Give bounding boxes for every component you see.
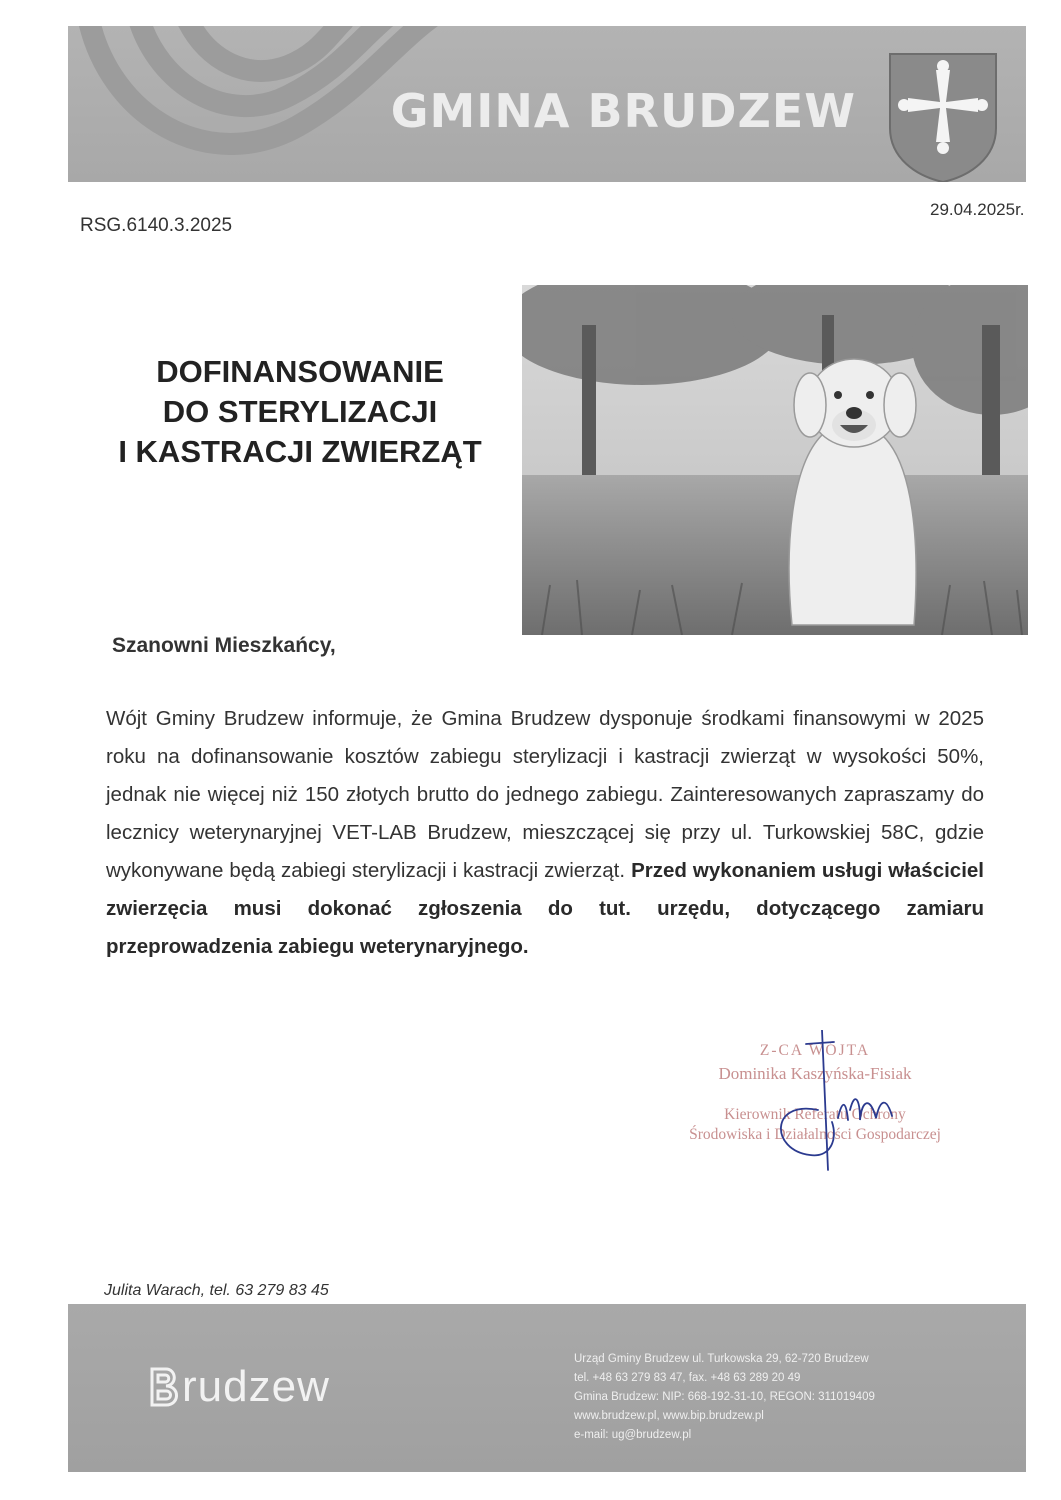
stamp-line-1: Z-CA WÓJTA bbox=[759, 1042, 871, 1059]
letter-date: 29.04.2025r. bbox=[930, 200, 1025, 219]
footer-email-line: e-mail: ug@brudzew.pl bbox=[574, 1429, 692, 1441]
title-line-2: DO STERYLIZACJI bbox=[162, 394, 438, 429]
footer-nip-regon-line: Gmina Brudzew: NIP: 668-192-31-10, REGON: 311019409 bbox=[574, 1391, 875, 1403]
dog-photo bbox=[522, 285, 1028, 635]
cross-pattee-coat-of-arms-icon bbox=[884, 48, 1002, 182]
footer-phone-line: tel. +48 63 279 83 47, fax. +48 63 289 20 49 bbox=[574, 1372, 801, 1384]
header-banner bbox=[68, 26, 1026, 182]
announcement-title bbox=[80, 352, 520, 472]
footer-address-line: Urząd Gminy Brudzew ul. Turkowska 29, 62-720 Brudzew bbox=[574, 1353, 869, 1365]
title-line-3: I KASTRACJI ZWIERZĄT bbox=[118, 434, 482, 469]
announcement-body bbox=[106, 700, 984, 966]
footer-address bbox=[574, 1350, 875, 1445]
contact-person: Julita Warach, tel. 63 279 83 45 bbox=[104, 1282, 329, 1299]
salutation: Szanowni Mieszkańcy, bbox=[112, 634, 336, 657]
footer-website-line: www.brudzew.pl, www.bip.brudzew.pl bbox=[574, 1410, 764, 1422]
body-bold-text: Przed wykonaniem usługi właściciel zwierzęcia musi dokonać zgłoszenia do tut. urzędu, dotyczącego zamiaru przeprowadzenia zabiegu weterynaryjnego. bbox=[106, 859, 985, 958]
brudzew-b-logo-icon bbox=[148, 1366, 182, 1408]
footer-logo-text: rudzew bbox=[182, 1362, 330, 1411]
reference-number: RSG.6140.3.2025 bbox=[80, 215, 233, 236]
title-line-1: DOFINANSOWANIE bbox=[156, 354, 444, 389]
handwritten-signature-icon bbox=[710, 1030, 910, 1180]
footer-banner bbox=[68, 1304, 1026, 1472]
body-regular-text: Wójt Gminy Brudzew informuje, że Gmina Brudzew dysponuje środkami finansowymi w 2025 roku na dofinansowanie kosztów zabiegu sterylizacji i kastracji zwierząt w wysokości 50%, jednak nie więcej niż 150 złotych brutto do jednego zabiegu. Zainteresowanych zapraszamy do lecznicy weterynaryjnej VET-LAB Brudzew, mieszczącej się przy ul. Turkowskiej 58C, gdzie wykonywane będą zabiegi sterylizacji i kastracji zwierząt. bbox=[106, 707, 984, 882]
stamp-line-4: Środowiska i Działalności Gospodarczej bbox=[689, 1126, 941, 1143]
municipality-title: GMINA BRUDZEW bbox=[390, 84, 856, 138]
stamp-line-3: Kierownik Referatu Ochrony bbox=[724, 1106, 906, 1123]
stamp-line-2: Dominika Kaszyńska-Fisiak bbox=[718, 1064, 912, 1083]
official-stamp bbox=[650, 1030, 980, 1180]
